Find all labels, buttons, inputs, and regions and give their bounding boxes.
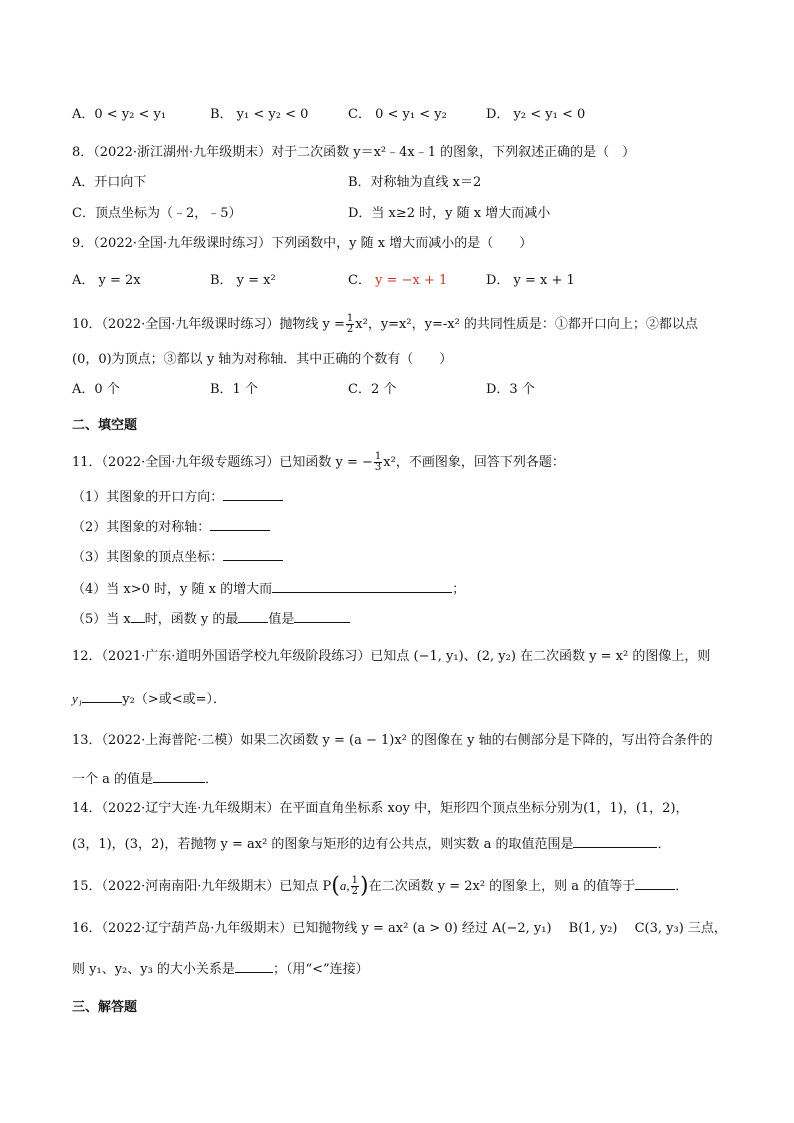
q11-part3 xyxy=(72,548,283,567)
q11-part5-blank-1[interactable] xyxy=(131,610,145,623)
q9-option-c-prefix: C． xyxy=(348,273,371,288)
q13-blank[interactable] xyxy=(153,770,205,783)
q8-option-d: D．当 x≥2 时，y 随 x 增大而减小 xyxy=(348,206,551,221)
q12-answer-line xyxy=(72,690,226,709)
q8-option-c: C．顶点坐标为（﹣2，﹣5） xyxy=(72,206,242,221)
q15-frac-num: 1 xyxy=(351,875,358,886)
q11-part4-blank[interactable] xyxy=(272,580,452,593)
q7-option-d: D． y₂ < y₁ < 0 xyxy=(486,107,586,122)
q11-part5-blank-3[interactable] xyxy=(294,610,350,623)
q10-stem-a: 10．（2022·全国·九年级课时练习）抛物线 y = xyxy=(72,317,345,332)
q8-option-b: B．对称轴为直线 x＝2 xyxy=(348,175,482,190)
q15-paren-close: ) xyxy=(360,873,369,899)
q9-option-a: A． y = 2x xyxy=(72,273,141,288)
q10-frac-den: 2 xyxy=(346,324,354,335)
section-fill-in-title: 二、填空题 xyxy=(72,418,138,433)
q7-option-a: A．0 < y₂ < y₁ xyxy=(72,107,167,122)
q8-stem: 8．（2022·浙江湖州·九年级期末）对于二次函数 y＝x²﹣4x﹣1 的图象，下列叙述正确的是（ ） xyxy=(72,145,636,160)
q14-answer-line xyxy=(72,835,670,854)
q7-option-b: B． y₁ < y₂ < 0 xyxy=(210,107,309,122)
q11-part5-text-c: 值是 xyxy=(268,612,295,627)
q15-stem-a: 15．（2022·河南南阳·九年级期末）已知点 P xyxy=(72,879,332,894)
q10-frac-num: 1 xyxy=(346,313,354,324)
q11-part5-text-b: 时，函数 y 的最 xyxy=(144,612,239,627)
q13-stem: 13．（2022·上海普陀·二模）如果二次函数 y = (a − 1)x² 的图像在 y 轴的右侧部分是下降的，写出符合条件的 xyxy=(72,733,713,748)
q11-part4-text: （4）当 x>0 时，y 随 x 的增大而 xyxy=(72,582,273,597)
q15-point-a: a, xyxy=(339,878,350,893)
q11-part3-blank[interactable] xyxy=(223,548,283,561)
q16-stem-b: 则 y₁、y₂、y₃ 的大小关系是 xyxy=(72,962,235,977)
q11-part5-text-a: （5）当 x xyxy=(72,612,131,627)
section-solve-title: 三、解答题 xyxy=(72,1000,138,1015)
q15-stem-b: 在二次函数 y = 2x² 的图象上，则 a 的值等于 xyxy=(368,879,636,894)
q11-part2 xyxy=(72,518,270,537)
q11-part4-end: ； xyxy=(452,582,466,597)
q11-stem xyxy=(72,452,565,473)
q10-option-d: D．3 个 xyxy=(486,382,535,397)
q13-stem-b: 一个 a 的值是 xyxy=(72,772,154,787)
q10-stem-b: x²，y=x²，y=-x² 的共同性质是：①都开口向上；②都以点 xyxy=(355,317,698,332)
q11-part4 xyxy=(72,580,465,599)
q16-answer-line xyxy=(72,960,369,979)
q11-part1 xyxy=(72,488,283,507)
q12-y2: y₂（>或<或=）． xyxy=(122,692,227,707)
q14-stem-b: (3，1)，(3，2)，若抛物 y = ax² 的图象与矩形的边有公共点，则实数 a 的取值范围是 xyxy=(72,837,574,852)
q7-option-c: C． 0 < y₁ < y₂ xyxy=(348,107,447,122)
q11-part2-text: （2）其图象的对称轴： xyxy=(72,520,211,535)
q16-blank[interactable] xyxy=(235,960,273,973)
q11-part1-text: （1）其图象的开口方向： xyxy=(72,490,224,505)
q10-stem-line1 xyxy=(72,314,698,335)
q14-stem: 14．（2022·辽宁大连·九年级期末）在平面直角坐标系 xoy 中，矩形四个顶点坐标分别为(1，1)，(1，2)， xyxy=(72,801,689,816)
q10-fraction xyxy=(346,314,354,335)
q11-stem-b: x²，不画图象，回答下列各题： xyxy=(383,455,565,470)
q11-fraction xyxy=(374,452,382,473)
q11-stem-a: 11．（2022·全国·九年级专题练习）已知函数 y = − xyxy=(72,455,373,470)
q11-frac-num: 1 xyxy=(374,451,382,462)
q15-frac-den: 2 xyxy=(351,886,358,897)
q11-part1-blank[interactable] xyxy=(223,488,283,501)
q11-part3-text: （3）其图象的顶点坐标： xyxy=(72,550,224,565)
q10-option-a: A．0 个 xyxy=(72,382,120,397)
q11-part2-blank[interactable] xyxy=(210,518,270,531)
q9-option-d: D． y = x + 1 xyxy=(486,273,575,288)
q15-end: ． xyxy=(675,879,689,894)
q11-part5-blank-2[interactable] xyxy=(238,610,268,623)
q11-part5 xyxy=(72,610,350,629)
q10-option-c: C．2 个 xyxy=(348,382,397,397)
q16-stem: 16．（2022·辽宁葫芦岛·九年级期末）已知抛物线 y = ax² (a > 0) 经过 A(−2, y₁) B(1, y₂) C(3, y₃) 三点， xyxy=(72,921,727,936)
q9-stem: 9．（2022·全国·九年级课时练习）下列函数中，y 随 x 增大而减小的是（ ） xyxy=(72,236,533,251)
q15-blank[interactable] xyxy=(635,877,675,890)
q8-option-a: A．开口向下 xyxy=(72,175,147,190)
q9-option-b: B． y = x² xyxy=(210,273,276,288)
q15-fraction xyxy=(351,876,359,897)
q9-option-c xyxy=(348,272,447,290)
q14-blank[interactable] xyxy=(573,835,657,848)
q12-blank[interactable] xyxy=(82,690,122,703)
q11-frac-den: 3 xyxy=(374,462,382,473)
q13-end: ． xyxy=(205,772,219,787)
q15-paren-open: ( xyxy=(331,873,340,899)
q14-end: ． xyxy=(657,837,671,852)
q16-end: ；（用“<”连接） xyxy=(272,962,369,977)
q10-stem-line2: (0，0)为顶点；③都以 y 轴为对称轴．其中正确的个数有（ ） xyxy=(72,352,453,367)
q10-option-b: B．1 个 xyxy=(210,382,258,397)
q9-option-c-expr: y = −x + 1 xyxy=(370,273,448,288)
q12-stem: 12．（2021·广东·道明外国语学校九年级阶段练习）已知点 (−1, y₁)、(2, y₂) 在二次函数 y = x² 的图像上，则 xyxy=(72,649,711,664)
q13-answer-line xyxy=(72,770,218,789)
q12-y1: y₁ xyxy=(72,691,83,706)
q15-stem xyxy=(72,873,689,899)
